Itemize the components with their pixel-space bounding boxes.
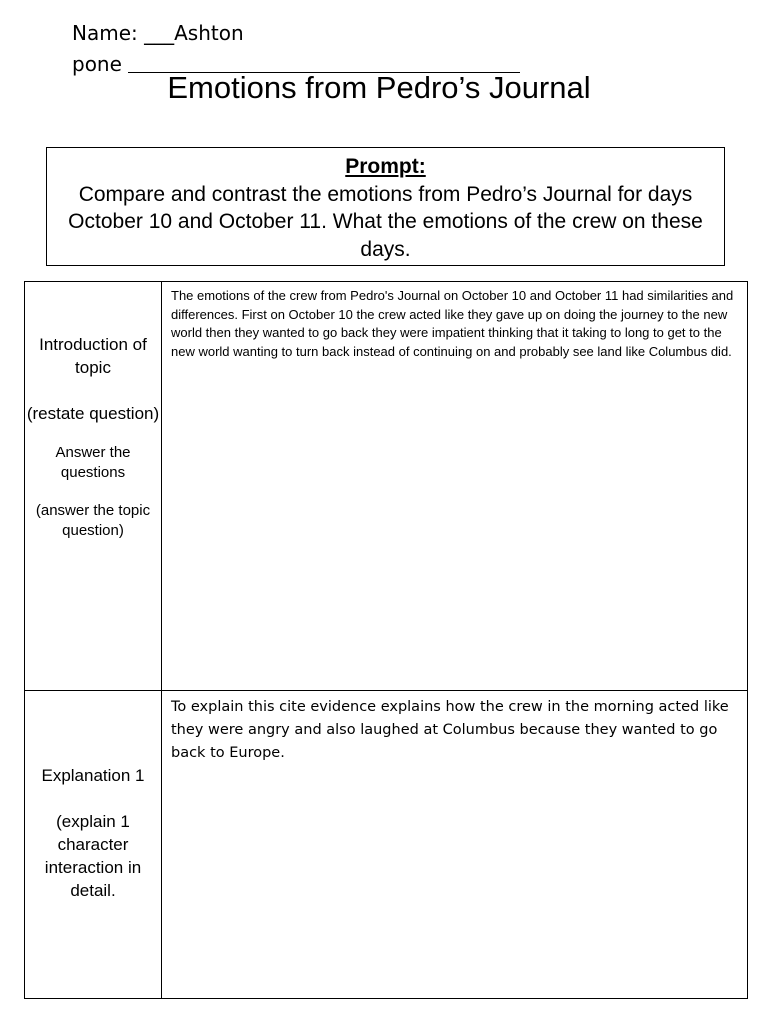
answer-table [24,281,748,999]
prompt-heading: Prompt: [345,155,426,178]
student-name-line: Name: ___Ashton [72,21,244,45]
period-label: pone [72,52,122,76]
introduction-answer-text[interactable]: The emotions of the crew from Pedro's Journal on October 10 and October 11 had similarities and differences. First on October 10 the crew acted like they gave up on doing the journey to the new world then they wanted to go back they were impatient thinking that it taking to long to get to the new world wanting to turn back instead of continuing on and probably see land like Columbus did. [171,288,734,359]
explanation-1-label: Explanation 1 [41,765,145,785]
answer-questions-hint: Answer the questions [55,444,131,481]
table-row-explanation-1 [25,690,748,998]
explanation-answer-cell[interactable] [162,690,748,998]
introduction-label: Introduction of topic [39,335,147,377]
table-row-introduction [25,282,748,691]
restate-question-hint: (restate question) [26,404,160,423]
explanation-answer-text[interactable]: To explain this cite evidence explains how the crew in the morning acted like they were angry and also laughed at Columbus because they wanted to go back to Europe. [171,698,729,761]
prompt-text: Compare and contrast the emotions from Pedro’s Journal for days October 10 and October 11. What the emotions of the crew on these days. [68,182,703,261]
explanation-label-cell [25,690,162,998]
introduction-label-cell [25,282,162,691]
answer-topic-question-hint: (answer the topic question) [35,502,151,539]
page-title: Emotions from Pedro’s Journal [167,70,591,105]
explain-character-hint: (explain 1 character interaction in detail. [44,811,142,900]
prompt-box [46,147,725,266]
introduction-answer-cell[interactable] [162,282,748,691]
